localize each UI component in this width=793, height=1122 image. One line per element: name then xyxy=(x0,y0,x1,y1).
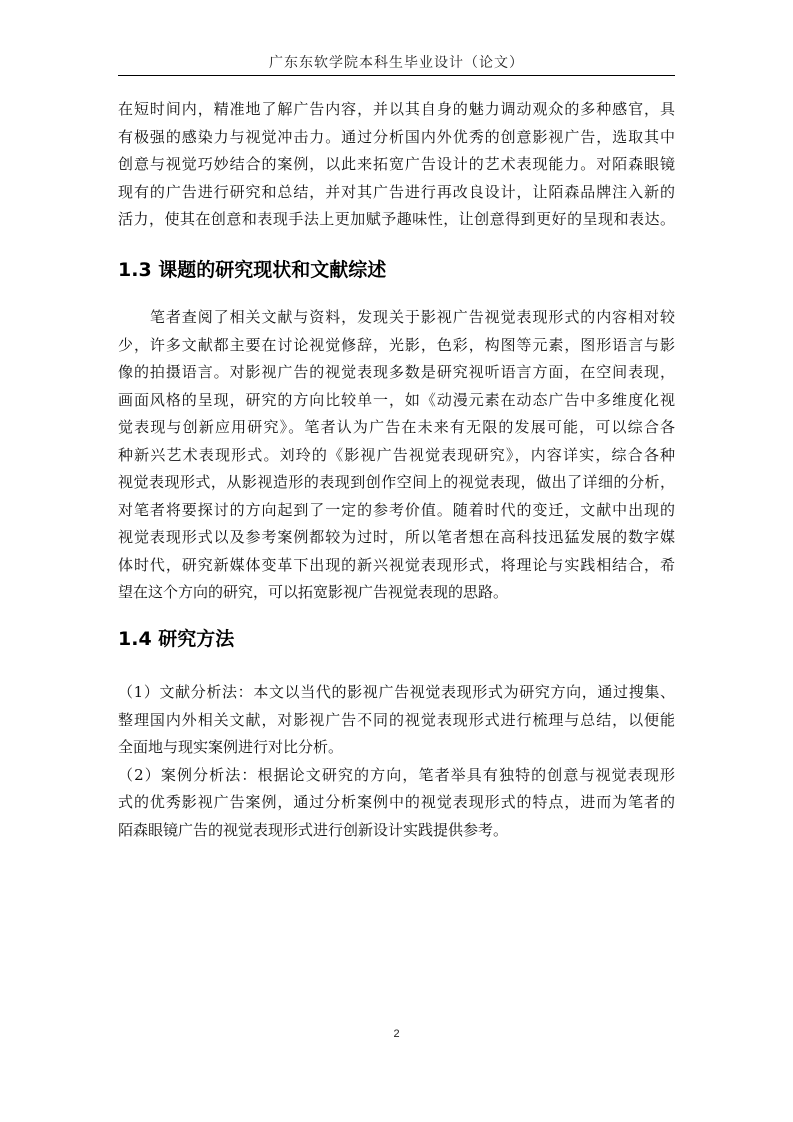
paragraph-line: 笔者查阅了相关文献与资料，发现关于影视广告视觉表现形式的内容相对较 xyxy=(118,308,675,326)
method-line: （2）案例分析法：根据论文研究的方向，笔者举具有独特的创意与视觉表现形 xyxy=(118,765,675,784)
page-number: 2 xyxy=(393,1028,400,1040)
intro-line: 在短时间内，精准地了解广告内容，并以其自身的魅力调动观众的多种感官，具 xyxy=(118,100,675,118)
method-line: （1）文献分析法：本文以当代的影视广告视觉表现形式为研究方向，通过搜集、 xyxy=(118,683,675,701)
page-header-title: 广东东软学院本科生毕业设计（论文） xyxy=(269,55,524,71)
section-1-4-paragraph xyxy=(118,679,675,844)
section-1-3-paragraph xyxy=(118,304,675,607)
intro-paragraph xyxy=(118,96,675,234)
header-divider xyxy=(118,75,675,76)
intro-line: 创意与视觉巧妙结合的案例，以此来拓宽广告设计的艺术表现能力。对陌森眼镜 xyxy=(118,155,675,173)
paragraph-line: 觉表现与创新应用研究》。笔者认为广告在未来有无限的发展可能，可以综合各 xyxy=(118,418,675,436)
paragraph-line: 种新兴艺术表现形式。刘玲的《影视广告视觉表现研究》，内容详实，综合各种 xyxy=(118,445,675,464)
method-line: 式的优秀影视广告案例，通过分析案例中的视觉表现形式的特点，进而为笔者的 xyxy=(118,793,675,811)
paragraph-line: 少，许多文献都主要在讨论视觉修辞，光影，色彩，构图等元素，图形语言与影 xyxy=(118,335,675,354)
paragraph-line: 体时代，研究新媒体变革下出现的新兴视觉表现形式，将理论与实践相结合，希 xyxy=(118,555,675,574)
paragraph-line: 像的拍摄语言。对影视广告的视觉表现多数是研究视听语言方面，在空间表现， xyxy=(118,363,675,381)
method-line: 整理国内外相关文献，对影视广告不同的视觉表现形式进行梳理与总结，以便能 xyxy=(118,710,675,729)
intro-line: 有极强的感染力与视觉冲击力。通过分析国内外优秀的创意影视广告，选取其中 xyxy=(118,127,675,146)
intro-line: 活力，使其在创意和表现手法上更加赋予趣味性，让创意得到更好的呈现和表达。 xyxy=(118,210,675,228)
paragraph-line: 画面风格的呈现，研究的方向比较单一，如《动漫元素在动态广告中多维度化视 xyxy=(118,390,675,409)
paragraph-line: 视觉表现形式，从影视造形的表现到创作空间上的视觉表现，做出了详细的分析， xyxy=(118,473,675,491)
paragraph-line: 对笔者将要探讨的方向起到了一定的参考价值。随着时代的变迁，文献中出现的 xyxy=(118,500,675,519)
paragraph-line: 视觉表现形式以及参考案例都较为过时，所以笔者想在高科技迅猛发展的数字媒 xyxy=(118,528,675,546)
section-heading-1-4: 1.4 研究方法 xyxy=(118,628,235,650)
method-line: 陌森眼镜广告的视觉表现形式进行创新设计实践提供参考。 xyxy=(118,820,509,839)
intro-line: 现有的广告进行研究和总结，并对其广告进行再改良设计，让陌森品牌注入新的 xyxy=(118,182,675,201)
paragraph-line: 望在这个方向的研究，可以拓宽影视广告视觉表现的思路。 xyxy=(118,583,509,601)
method-line: 全面地与现实案例进行对比分析。 xyxy=(118,738,344,756)
section-heading-1-3: 1.3 课题的研究现状和文献综述 xyxy=(118,259,387,281)
